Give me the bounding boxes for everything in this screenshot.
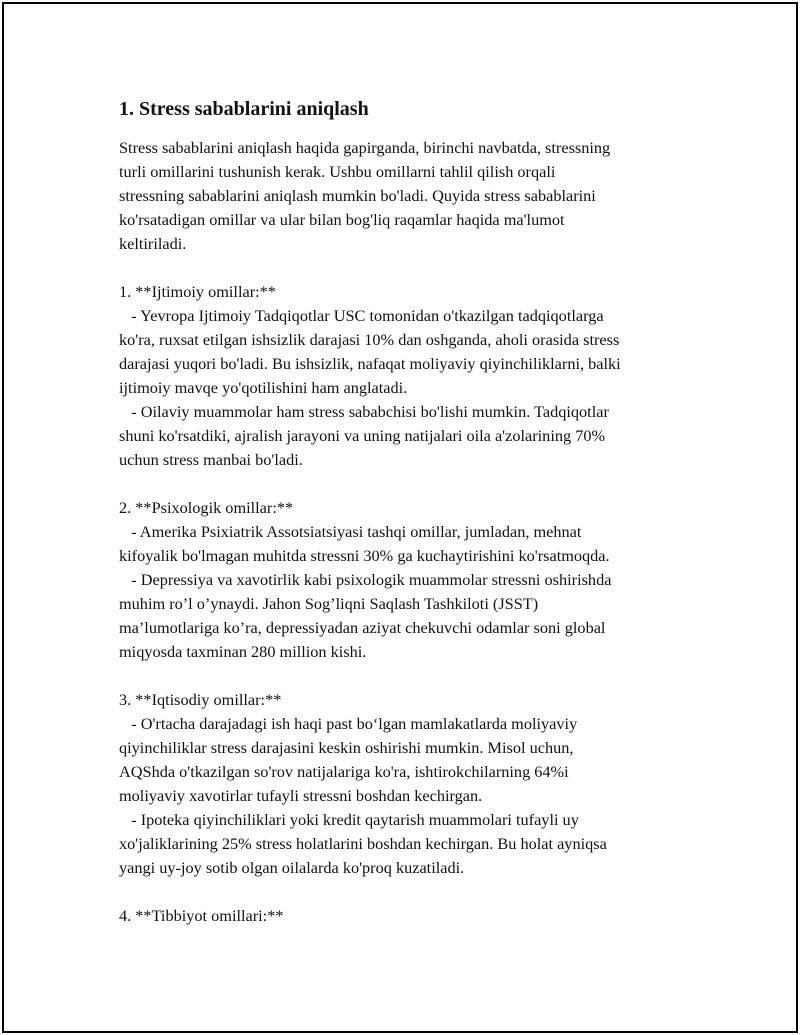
social-factors-section: 1. **Ijtimoiy omillar:** - Yevropa Ijtimoiy Tadqiqotlar USC tomonidan o'tkazilgan tadqiqotlarga ko'ra, ruxsat etilgan ishsizlik darajasi 10% dan oshganda, aholi orasida stress darajasi yuqori bo'ladi. Bu ishsizlik, nafaqat moliyaviy qiyinchiliklarni, balki ijtimoiy mavqe yo'qotilishini ham anglatadi. - Oilaviy muammolar ham stress sababchisi bo'lishi mumkin. Tadqiqotlar shuni ko'rsatdiki, ajralish jarayoni va uning natijalari oila a'zolarining 70% uchun stress manbai bo'ladi.: [119, 282, 621, 469]
document-page: [2, 2, 798, 1033]
medical-factors-section: 4. **Tibbiyot omillari:**: [119, 906, 284, 925]
document-content: [119, 96, 689, 928]
psychological-factors-section: 2. **Psixologik omillar:** - Amerika Psixiatrik Assotsiatsiyasi tashqi omillar, jumladan, mehnat kifoyalik bo'lmagan muhitda stressni 30% ga kuchaytirishini ko'rsatmoqda. - Depressiya va xavotirlik kabi psixologik muammolar stressni oshirishda muhim ro’l o’ynaydi. Jahon Sog’liqni Saqlash Tashkiloti (JSST) ma’lumotlariga ko’ra, depressiyadan aziyat chekuvchi odamlar soni global miqyosda taxminan 280 million kishi.: [119, 498, 612, 661]
intro-paragraph: Stress sabablarini aniqlash haqida gapirganda, birinchi navbatda, stressning turli omillarini tushunish kerak. Ushbu omillarni tahlil qilish orqali stressning sabablarini aniqlash mumkin bo'ladi. Quyida stress sabablarini ko'rsatadigan omillar va ular bilan bog'liq raqamlar haqida ma'lumot keltiriladi.: [119, 138, 611, 253]
economic-factors-section: 3. **Iqtisodiy omillar:** - O'rtacha darajadagi ish haqi past bo‘lgan mamlakatlarda moliyaviy qiyinchiliklar stress darajasini keskin oshirishi mumkin. Misol uchun, AQShda o'tkazilgan so'rov natijalariga ko'ra, ishtirokchilarning 64%i moliyaviy xavotirlar tufayli stressni boshdan kechirgan. - Ipoteka qiyinchiliklari yoki kredit qaytarish muammolari tufayli uy xo'jaliklarining 25% stress holatlarini boshdan kechirgan. Bu holat ayniqsa yangi uy-joy sotib olgan oilalarda ko'proq kuzatiladi.: [119, 690, 607, 877]
section-heading: 1. Stress sabablarini aniqlash: [119, 98, 369, 120]
